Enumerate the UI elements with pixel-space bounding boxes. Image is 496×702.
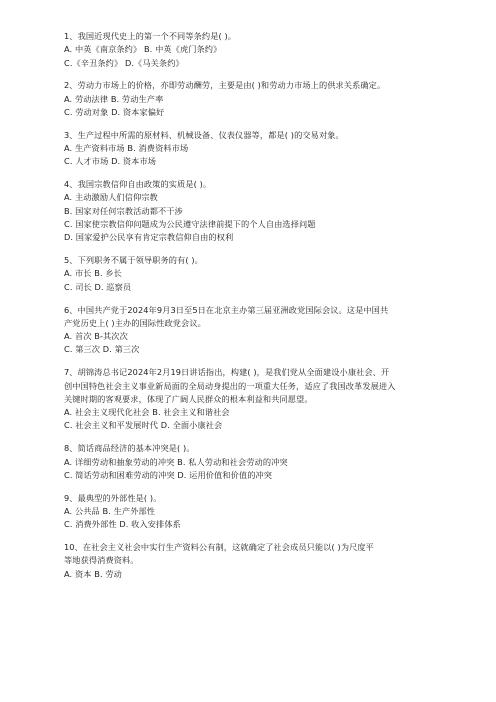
question-4-option-b: B. 国家对任何宗教活动都不干涉 [64, 205, 183, 216]
question-7-options-cd: C. 社会主义和平发展时代 D. 全面小康社会 [64, 420, 223, 431]
question-10-options-ab: A. 资本 B. 劳动 [64, 568, 122, 579]
question-6-stem-line-2: 产党历史上( )主办的国际性政党会议。 [64, 317, 206, 328]
question-1 [64, 30, 444, 70]
question-3 [64, 129, 444, 169]
question-2-options-cd: C. 劳动对象 D. 资本家偏好 [64, 106, 165, 117]
question-7-stem-line-1: 7、胡锦涛总书记2024年2月19日讲话指出，构建( )，是我们党从全面建设小康社会、开 [64, 367, 390, 378]
question-5-stem: 5、下列职务不属于领导职务的有( )。 [64, 255, 203, 266]
question-1-options-cd: C.《辛丑条约》 D.《马关条约》 [64, 57, 184, 68]
question-8-stem: 8、简话商品经济的基本冲突是( )。 [64, 443, 195, 454]
question-8-options-cd: C. 简话劳动和困难劳动的冲突 D. 运用价值和价值的冲突 [64, 469, 273, 480]
question-10 [64, 541, 444, 581]
question-4-option-c: C. 国家使宗教信仰问题成为公民遵守法律前提下的个人自由选择问题 [64, 219, 316, 230]
question-9-options-ab: A. 公共品 B. 生产外部性 [64, 505, 156, 516]
question-6-options-ab: A. 首次 B-其次次 [64, 331, 128, 342]
question-6-options-cd: C. 第三次 D. 第三次 [64, 344, 140, 355]
question-6 [64, 304, 444, 357]
question-5-options-ab: A. 市长 B. 乡长 [64, 268, 122, 279]
question-6-stem-line-1: 6、中国共产党于2024年9月3日至5日在北京主办第三届亚洲政党国际会议。这是中国共 [64, 304, 389, 315]
question-9-options-cd: C. 消费外部性 D. 收入安排体系 [64, 519, 181, 530]
question-5-options-cd: C. 司长 D. 巡察员 [64, 281, 132, 292]
question-2-options-ab: A. 劳动法律 B. 劳动生产率 [64, 93, 164, 104]
question-7-options-ab: A. 社会主义现代化社会 B. 社会主义和谐社会 [64, 407, 230, 418]
question-4 [64, 178, 444, 244]
question-9 [64, 492, 444, 532]
question-3-options-cd: C. 人才市场 D. 资本市场 [64, 156, 157, 167]
question-10-stem-line-1: 10、在社会主义社会中实行生产资料公有制，这就确定了社会成员只能以( )为尺度平 [64, 542, 374, 552]
question-4-option-a: A. 主动激励人们信仰宗教 [64, 192, 158, 203]
question-7-stem-line-2: 创中国特色社会主义事业新局面的全局动身提出的一项重大任务，适应了我国改革发展进入 [64, 380, 396, 391]
question-7 [64, 366, 444, 432]
question-4-stem: 4、我国宗教信仰自由政策的实质是( )。 [64, 179, 212, 190]
question-1-options-ab: A. 中英《南京条约》 B. 中英《虎门条约》 [64, 44, 222, 55]
question-8-options-ab: A. 详细劳动和抽象劳动的冲突 B. 私人劳动和社会劳动的冲突 [64, 456, 288, 467]
question-3-options-ab: A. 生产资料市场 B. 消费资料市场 [64, 143, 189, 154]
question-3-stem: 3、生产过程中所需的原材料、机械设备、仪表仪器等，都是( )的交易对象。 [64, 129, 344, 140]
question-7-stem-line-3: 关键时期的客观要求，体现了广阔人民群众的根本利益和共同愿望。 [64, 393, 313, 404]
question-4-option-d: D. 国家爱护公民享有肯定宗教信仰自由的权利 [64, 232, 234, 243]
document-page [64, 30, 444, 590]
question-8 [64, 442, 444, 482]
question-5 [64, 254, 444, 294]
question-2 [64, 79, 444, 119]
question-10-stem-line-2: 等地获得消费资料。 [64, 555, 139, 566]
question-9-stem: 9、最典型的外部性是( )。 [64, 492, 162, 503]
question-2-stem: 2、劳动力市场上的价格，亦即劳动酬劳，主要是由( )和劳动力市场上的供求关系确定。 [64, 80, 386, 91]
question-1-stem: 1、我国近现代史上的第一个不同等条约是( )。 [64, 31, 237, 41]
